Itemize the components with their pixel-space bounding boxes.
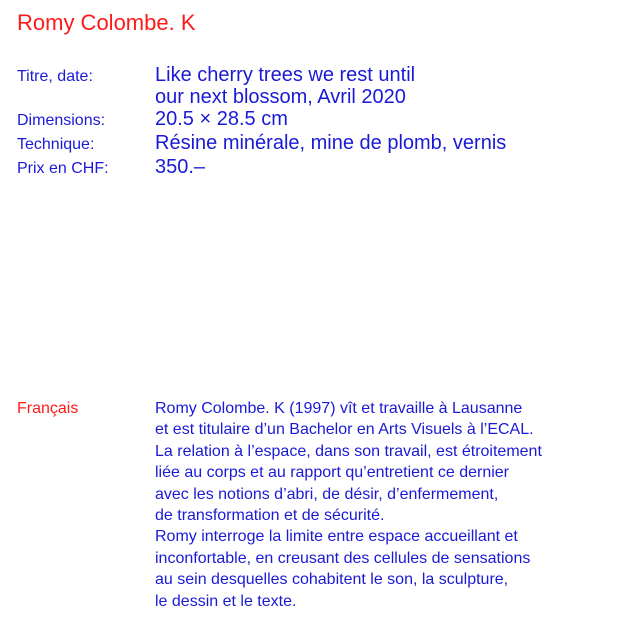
bio-line: Romy interroge la limite entre espace accueillant et xyxy=(155,528,518,546)
technique-value: Résine minérale, mine de plomb, vernis xyxy=(155,132,507,154)
artwork-details xyxy=(17,64,627,180)
biography-text xyxy=(155,398,542,612)
bio-line: le dessin et le texte. xyxy=(155,592,297,610)
title-value xyxy=(155,64,415,108)
biography-section xyxy=(17,398,627,612)
title-line: Like cherry trees we rest until xyxy=(155,64,416,86)
dimensions-label: Dimensions: xyxy=(17,112,106,129)
bio-line: La relation à l’espace, dans son travail, est étroitement xyxy=(155,442,542,460)
bio-line: inconfortable, en creusant des cellules de sensations xyxy=(155,549,531,567)
bio-line: avec les notions d’abri, de désir, d’enfermement, xyxy=(155,485,499,503)
title-label: Titre, date: xyxy=(17,68,93,85)
artist-name: Romy Colombe. K xyxy=(17,10,196,35)
bio-line: de transformation et de sécurité. xyxy=(155,507,385,525)
technique-row xyxy=(17,132,627,156)
language-label: Français xyxy=(17,400,79,417)
dimensions-row xyxy=(17,108,627,132)
technique-label: Technique: xyxy=(17,136,95,153)
bio-line: liée au corps et au rapport qu’entretient ce dernier xyxy=(155,464,509,482)
title-line: our next blossom, Avril 2020 xyxy=(155,86,406,108)
bio-line: Romy Colombe. K (1997) vît et travaille à Lausanne xyxy=(155,400,523,417)
price-row xyxy=(17,156,627,180)
title-row xyxy=(17,64,627,108)
bio-line: et est titulaire d’un Bachelor en Arts Visuels à l’ECAL. xyxy=(155,421,534,439)
bio-line: au sein desquelles cohabitent le son, la sculpture, xyxy=(155,571,509,589)
price-value: 350.– xyxy=(155,156,206,178)
price-label: Prix en CHF: xyxy=(17,160,109,177)
dimensions-value: 20.5 × 28.5 cm xyxy=(155,108,288,130)
